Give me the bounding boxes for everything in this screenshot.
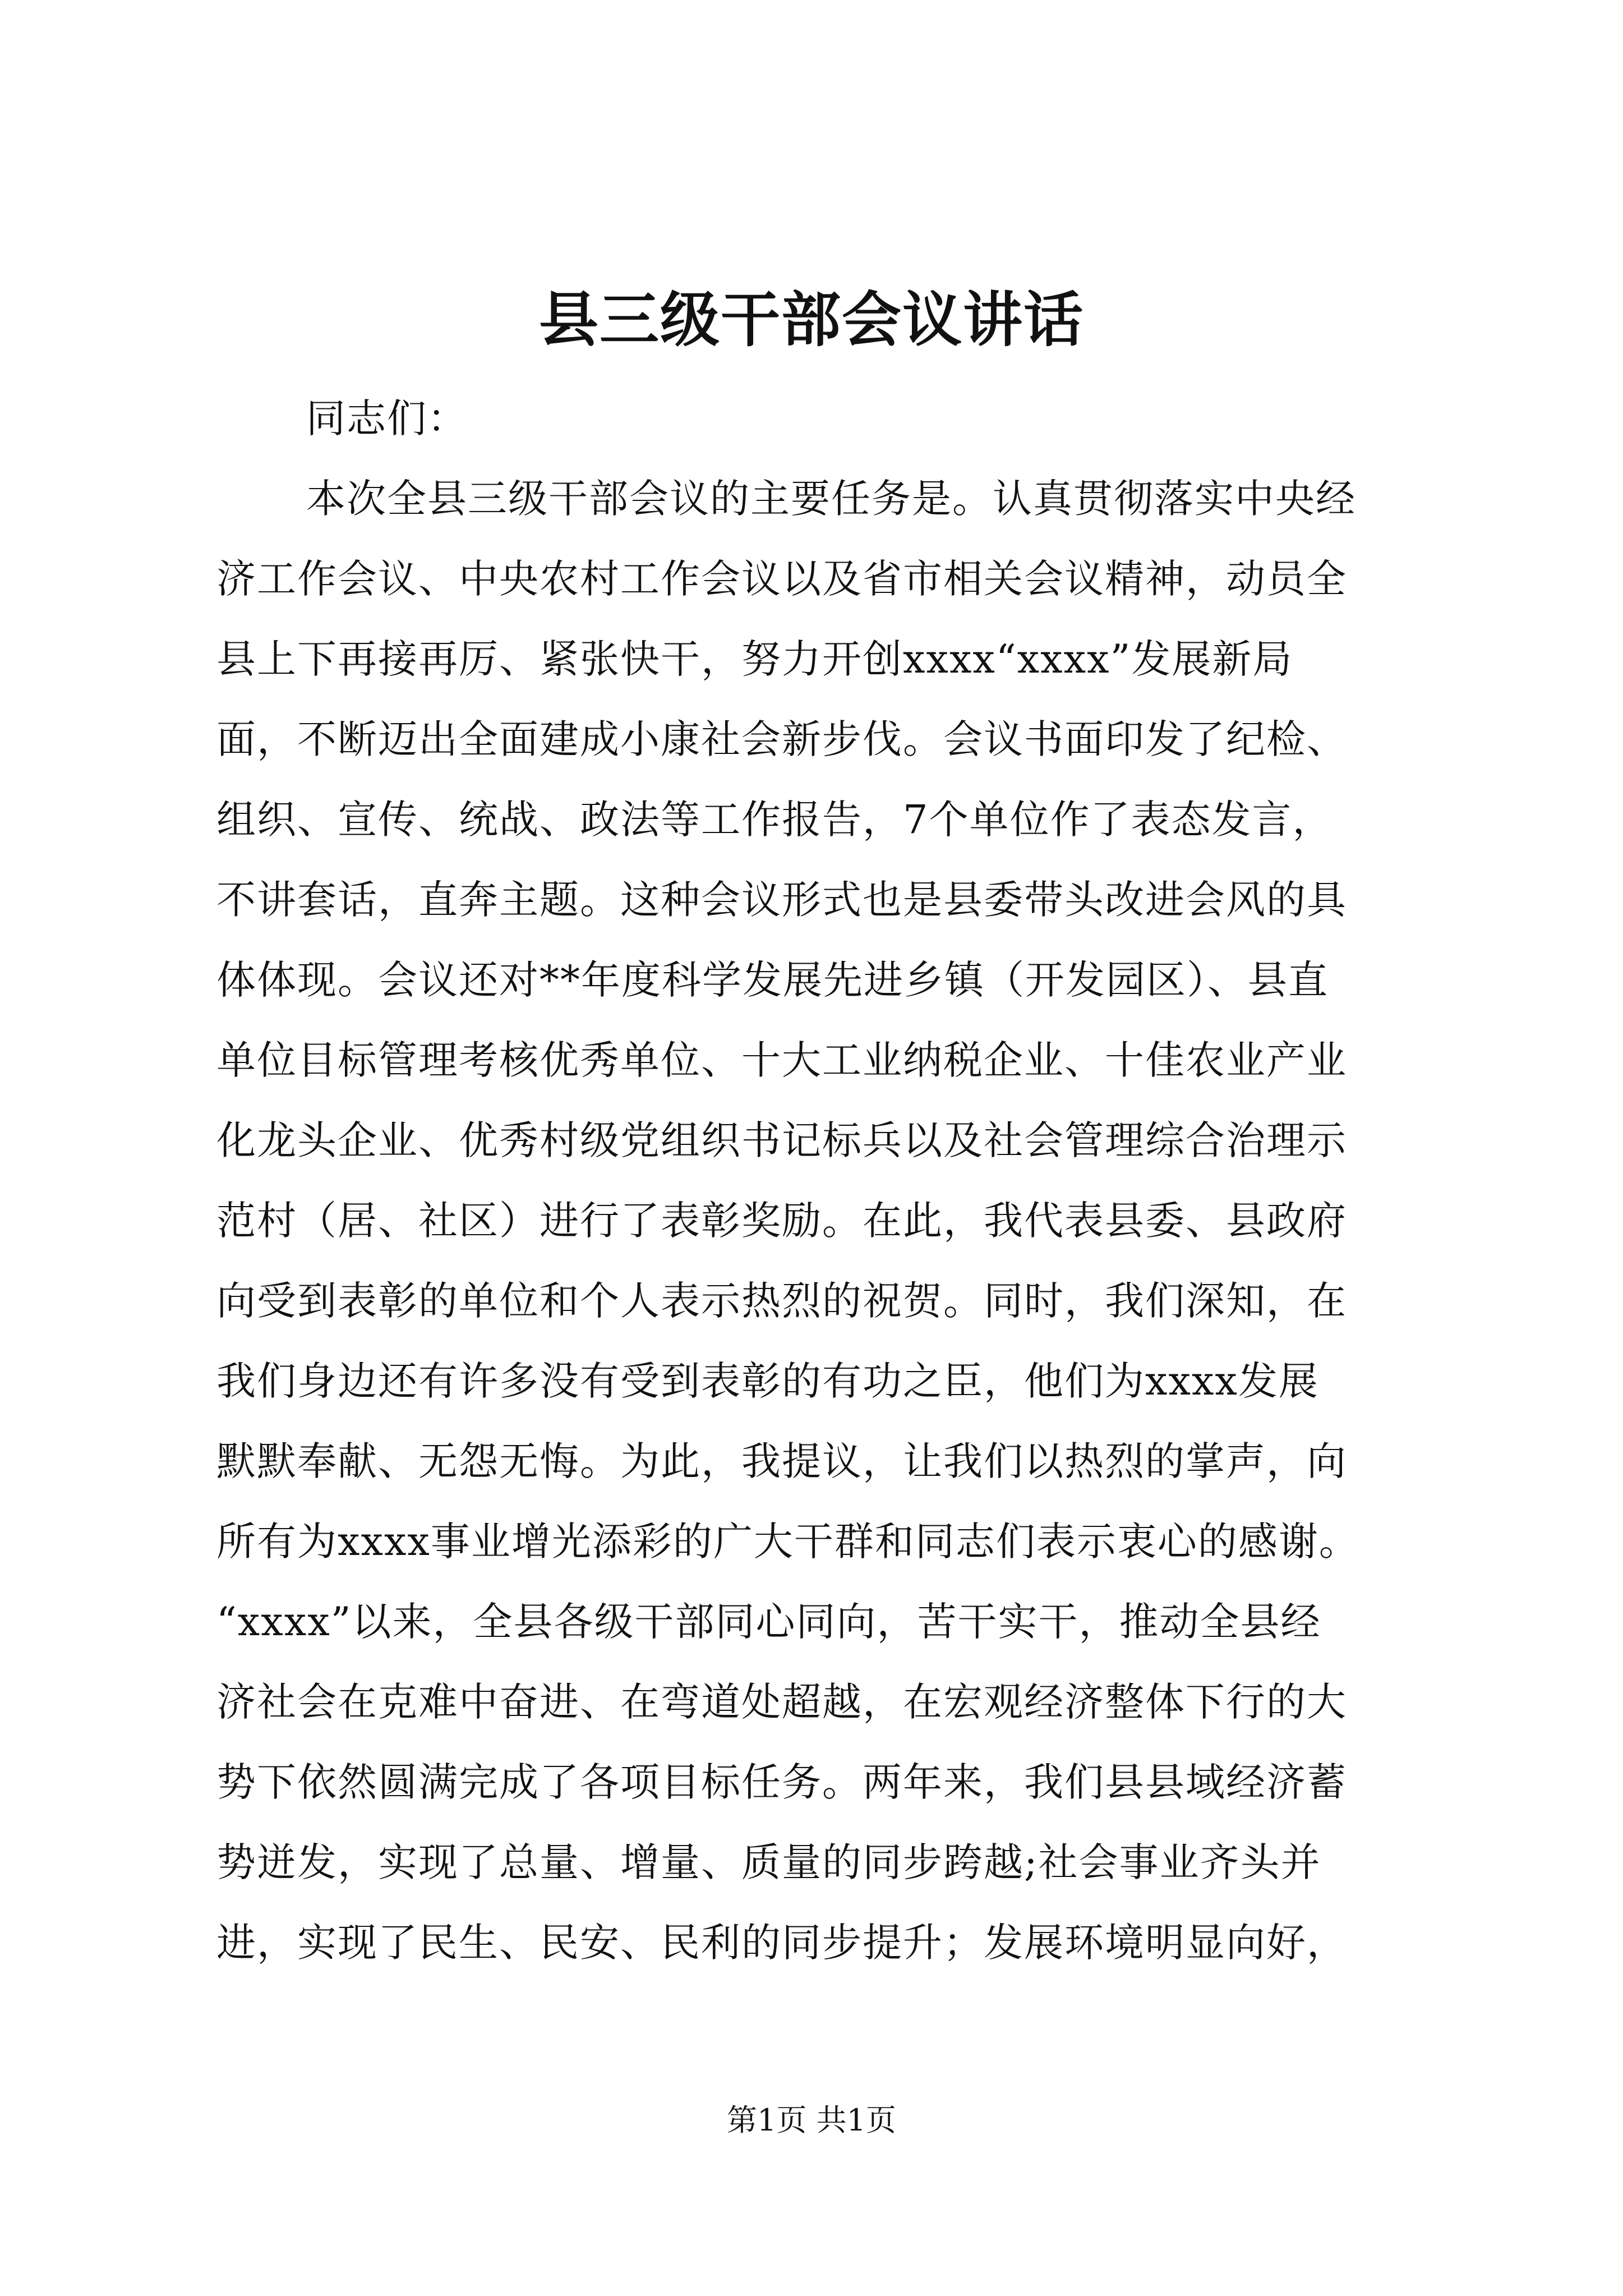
paragraph-line: 向受到表彰的单位和个人表示热烈的祝贺。同时，我们深知，在 [216,1278,1347,1324]
paragraph-line: 不讲套话，直奔主题。这种会议形式也是县委带头改进会风的具 [216,877,1347,923]
paragraph-line: 范村（居、社区）进行了表彰奖励。在此，我代表县委、县政府 [216,1198,1347,1244]
paragraph-line: 济工作会议、中央农村工作会议以及省市相关会议精神，动员全 [216,556,1347,602]
document-body [216,379,1411,1983]
paragraph-line: 组织、宣传、统战、政法等工作报告，7个单位作了表态发言， [216,797,1333,843]
document-title: 县三级干部会议讲话 [539,284,1084,355]
paragraph-line: 面，不断迈出全面建成小康社会新步伐。会议书面印发了纪检、 [216,716,1347,762]
paragraph-line: 单位目标管理考核优秀单位、十大工业纳税企业、十佳农业产业 [216,1037,1347,1083]
paragraph-line: 势下依然圆满完成了各项目标任务。两年来，我们县县域经济蓄 [216,1759,1347,1805]
paragraph-line: 势迸发，实现了总量、增量、质量的同步跨越;社会事业齐头并 [216,1839,1321,1885]
paragraph-line: 进，实现了民生、民安、民利的同步提升；发展环境明显向好， [216,1920,1347,1966]
salutation-line: 同志们： [306,395,468,441]
paragraph-line: 体体现。会议还对**年度科学发展先进乡镇（开发园区）、县直 [216,957,1329,1003]
paragraph-line: 我们身边还有许多没有受到表彰的有功之臣，他们为xxxx发展 [216,1358,1319,1404]
paragraph-line: 化龙头企业、优秀村级党组织书记标兵以及社会管理综合治理示 [216,1117,1347,1163]
paragraph-line: 默默奉献、无怨无悔。为此，我提议，让我们以热烈的掌声，向 [216,1438,1347,1484]
paragraph-line: “xxxx”以来，全县各级干部同心同向，苦干实干，推动全县经 [216,1599,1321,1645]
paragraph-line: 县上下再接再厉、紧张快干，努力开创xxxx“xxxx”发展新局 [216,636,1293,682]
paragraph-line: 本次全县三级干部会议的主要任务是。认真贯彻落实中央经 [306,476,1356,522]
page-footer: 第1页 共1页 [727,2102,896,2138]
paragraph-line: 济社会在克难中奋进、在弯道处超越，在宏观经济整体下行的大 [216,1679,1347,1725]
paragraph-line: 所有为xxxx事业增光添彩的广大干群和同志们表示衷心的感谢。 [216,1519,1359,1565]
